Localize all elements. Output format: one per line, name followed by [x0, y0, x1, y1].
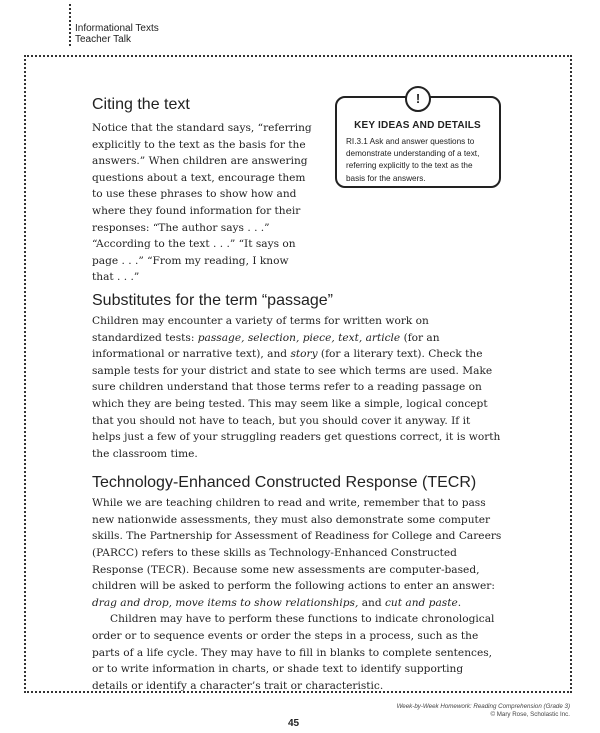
callout-standard: RI.3.1 Ask and answer questions to demonstrate understanding of a text, referring explicitly to the text as the basis for the answers. — [346, 137, 480, 183]
running-header — [75, 23, 159, 45]
section-heading: Citing the text — [92, 96, 190, 113]
section-body: While we are teaching children to read and write, remember that to pass new nationwide assessments, they must also demonstrate some computer skills. The Partnership for Assessment of Readiness for College and Careers (PARCC) refers to these skills as Technology-Enhanced Constructed Response (TECR). Because some new assessments are computer-based, children will be asked to perform the following actions to enter an answer: drag and drop, move items to show relationships, and cut and paste. — [92, 497, 502, 609]
section-body: Children may encounter a variety of terms for written work on standardized tests: passage, selection, piece, text, article (for an informational or narrative text), and story (for a literary text). Check the sample tests for your district and state to see which terms are used. Make sure children understand that those terms refer to a reading passage on which they are being tested. This may seem like a simple, logical concept that you should not have to teach, but you should cover it anyway. If it helps just a few of your struggling readers get questions correct, it is worth the classroom time. — [92, 314, 501, 460]
section-substitutes-passage — [92, 292, 502, 462]
section-tecr — [92, 474, 502, 694]
page-number: 45 — [288, 718, 300, 729]
main-content — [92, 91, 502, 694]
section-heading: Technology-Enhanced Constructed Response (TECR) — [92, 474, 477, 492]
book-title: Week-by-Week Homework: Reading Comprehension (Grade 3) — [396, 703, 570, 710]
callout-title: KEY IDEAS AND DETAILS — [354, 120, 481, 131]
header-subtitle: Teacher Talk — [75, 34, 131, 45]
section-body: Notice that the standard says, “referring explicitly to the text as the basis for the answers.” When children are answering questions about a text, encourage them to use these phrases to show how and where they found information for their responses: “The author says . . .” “According to the text . . .” “It says on page . . .” “From my reading, I know that . . .” — [92, 122, 312, 284]
header-category: Informational Texts — [75, 23, 159, 34]
copyright: © Mary Rose, Scholastic Inc. — [490, 710, 570, 718]
key-ideas-callout — [335, 91, 501, 188]
section-heading: Substitutes for the term “passage” — [92, 291, 333, 309]
lightbulb-icon: ! — [405, 86, 431, 112]
header-dotted-rule — [69, 4, 71, 46]
section-body-2: Children may have to perform these functions to indicate chronological order or to sequence events or order the steps in a process, such as the parts of a life cycle. They may have to fill in blanks to complete sentences, or to write information in charts, or shade text to identify supporting details or identify a character’s trait or characteristic. — [92, 613, 495, 692]
footer-credits — [397, 703, 570, 718]
